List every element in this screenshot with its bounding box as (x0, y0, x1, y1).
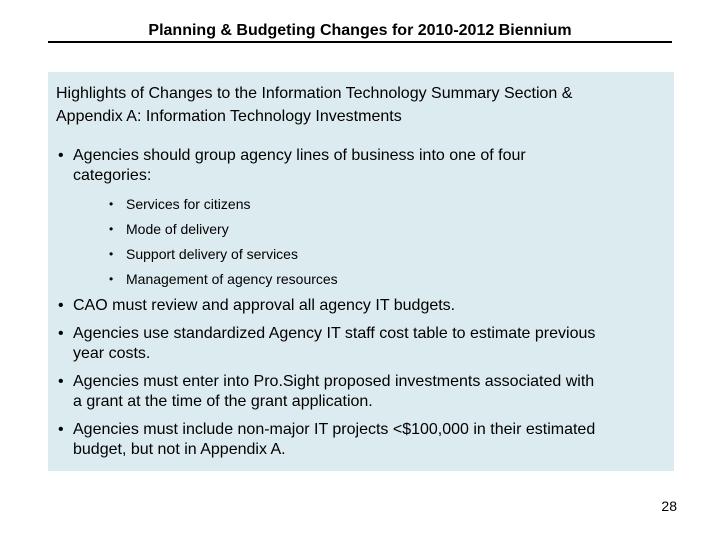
bullet-text-line: Agencies must include non-major IT projects <$100,000 in their estimated (73, 421, 596, 438)
sub-bullet-text: Services for citizens (126, 196, 251, 212)
bullet-item (56, 146, 668, 288)
sub-bullet-list (73, 195, 668, 288)
title-underline (48, 41, 672, 43)
bullet-text-line: Agencies should group agency lines of business into one of four (73, 147, 526, 164)
bullet-text (73, 146, 668, 186)
bullet-list (56, 146, 668, 460)
bullet-dot: • (58, 421, 64, 438)
bullet-text-line: year costs. (73, 345, 151, 362)
sub-bullet-item (73, 270, 668, 288)
bullet-text (73, 324, 668, 364)
sub-bullet-item (73, 195, 668, 213)
bullet-text-line: Agencies must enter into Pro.Sight proposed investments associated with (73, 373, 595, 390)
bullet-dot: • (58, 147, 64, 164)
bullet-dot: • (58, 297, 64, 314)
bullet-item (56, 420, 668, 460)
panel-heading-line-1: Highlights of Changes to the Information Technology Summary Section & (56, 85, 573, 102)
sub-bullet-item (73, 245, 668, 263)
bullet-text-line: a grant at the time of the grant application. (73, 393, 373, 410)
bullet-item (56, 324, 668, 364)
bullet-item (56, 372, 668, 412)
slide-title: Planning & Budgeting Changes for 2010-2012 Biennium (148, 22, 572, 39)
bullet-dot: • (58, 325, 64, 342)
sub-bullet-dot: • (109, 222, 114, 236)
sub-bullet-dot: • (109, 247, 114, 261)
bullet-text-line: Agencies use standardized Agency IT staff cost table to estimate previous (73, 325, 596, 342)
bullet-item (56, 296, 668, 316)
bullet-text (73, 296, 668, 316)
bullet-text-line: categories: (73, 167, 152, 184)
sub-bullet-text: Management of agency resources (126, 271, 338, 287)
panel-heading-line-2: Appendix A: Information Technology Investments (56, 108, 402, 125)
sub-bullet-dot: • (109, 197, 114, 211)
bullet-text (73, 420, 668, 460)
sub-bullet-item (73, 220, 668, 238)
bullet-text-line: CAO must review and approval all agency IT budgets. (73, 297, 456, 314)
sub-bullet-text: Mode of delivery (126, 221, 229, 237)
page-number: 28 (661, 498, 677, 514)
sub-bullet-dot: • (109, 272, 114, 286)
bullet-dot: • (58, 373, 64, 390)
bullet-text-line: budget, but not in Appendix A. (73, 441, 286, 458)
sub-bullet-text: Support delivery of services (126, 246, 298, 262)
bullet-text (73, 372, 668, 412)
panel-heading (56, 82, 666, 128)
